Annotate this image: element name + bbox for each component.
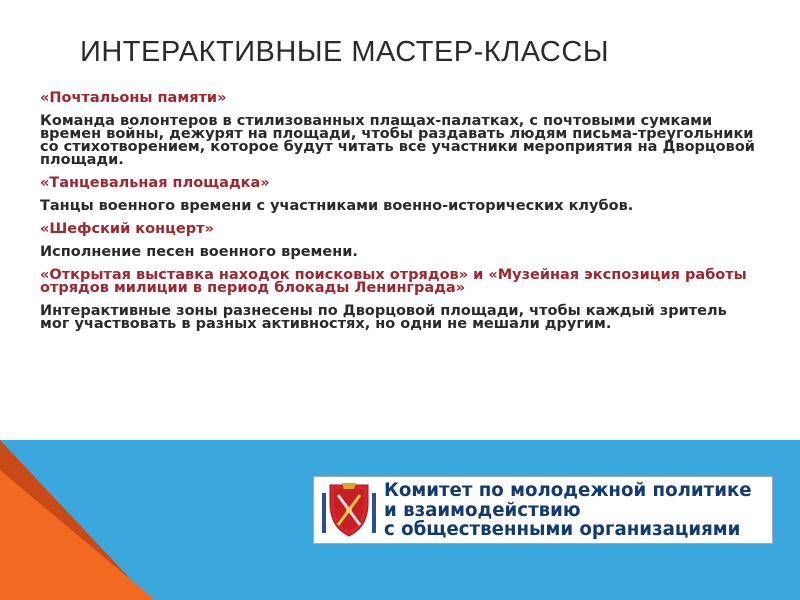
item-heading-exhibition: «Открытая выставка находок поисковых отрядов» и «Музейная экспозиция работы отрядов милиции в период блокады Ленинграда» [40, 267, 747, 296]
committee-name-line-3: с общественными организациями [384, 519, 741, 540]
coat-of-arms-icon [320, 481, 378, 539]
committee-logo [313, 476, 773, 544]
committee-name [384, 481, 768, 540]
item-body-exhibition: Интерактивные зоны разнесены по Дворцовой площади, чтобы каждый зритель мог участвовать в разных активностях, но одни не мешали другим. [40, 303, 727, 332]
slide-title: ИНТЕРАКТИВНЫЕ МАСТЕР-КЛАССЫ [80, 36, 609, 68]
slide-content [40, 92, 760, 341]
item-heading-postmen: «Почтальоны памяти» [40, 90, 227, 106]
item-body-concert: Исполнение песен военного времени. [40, 244, 358, 260]
item-body-dance-floor: Танцы военного времени с участниками военно-исторических клубов. [40, 198, 634, 214]
committee-name-line-2: и взаимодействию [384, 499, 581, 521]
item-body-postmen: Команда волонтеров в стилизованных плащах-палатках, с почтовыми сумками времен войны, дежурят на площади, чтобы раздавать людям письма-треугольники со стихотворением, которое будут читать все участники мероприятия на Дворцовой площади. [40, 113, 755, 168]
item-heading-dance-floor: «Танцевальная площадка» [40, 175, 270, 191]
item-heading-concert: «Шефский концерт» [40, 221, 214, 237]
committee-name-line-1: Комитет по молодежной политике [384, 480, 752, 501]
